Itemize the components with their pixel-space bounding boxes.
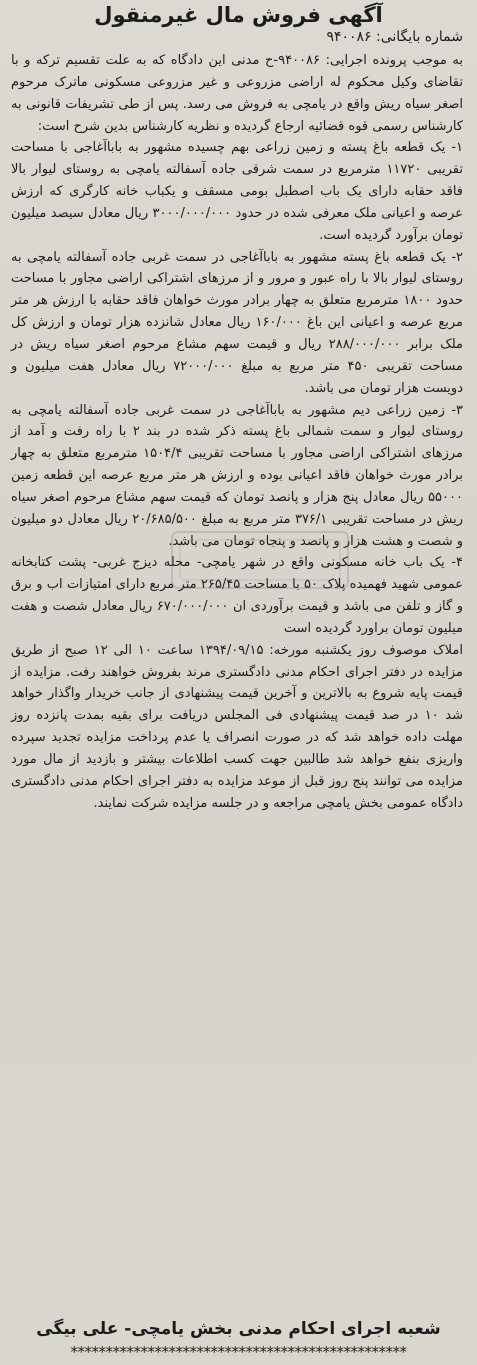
signature-line: شعبه اجرای احکام مدنی بخش یامچی- علی بیگی [36,1319,441,1339]
bottom-star-border: ************************************************ [70,1343,407,1361]
item-2-paragraph: ۲- یک قطعه باغ پسته مشهور به باباآغاجی در سمت غربی جاده آسفالته یامچی به روستای لیوار بالا با راه عبور و مرور و از مرزهای اشتراکی اراضی مجاور با مساحت حدود ۱۸۰۰ مترمربع متعلق به چهار برادر مورث خواهان فاقد حقابه با ارزش هر متر مربع عرصه و اعیانی این باغ ۱۶۰/۰۰۰ ریال معادل شانزده هزار تومان و ارزش کل ملک برابر ۲۸۸/۰۰۰/۰۰۰ ریال و قیمت سهم مشاع مرحوم اصغر سیاه ریش در مساحت تقریبی ۴۵۰ متر مربع به مبلغ ۷۲۰۰۰/۰۰۰ ریال معادل هفت میلیون و دویست هزار تومان می باشد. [11,249,464,396]
item-4-paragraph: ۴- یک باب خانه مسکونی واقع در شهر یامچی- محله دیزج غربی- پشت کتابخانه عمومی شهید فهمیده پلاک ۵۰ با مساحت ۲۶۵/۴۵ متر مربع دارای امتیازات اب و برق و گاز و تلفن می باشد و قیمت برآوردی ان ۶۷۰/۰۰۰/۰۰۰ ریال معادل شصت و هفت میلیون تومان براورد گردیده است [11,555,463,636]
notice-body [11,50,463,815]
intro-paragraph: به موجب پرونده اجرایی: ۹۴۰۰۸۶-ح مدنی این دادگاه که به علت تقسیم ترکه و با تقاضای وکیل محکوم له اراضی مزروعی و غیر مزروعی مسکونی ماترک مرحوم اصغر سیاه ریش واقع در یامچی به فروش می رسد. پس از طی تشریفات قانونی به کارشناس رسمی قوه قضائیه ارجاع گردیده و نظریه کارشناس بدین شرح است: [11,53,463,134]
item-1-paragraph: ۱- یک قطعه باغ پسته و زمین زراعی بهم چسیده مشهور به باباآغاجی با مساحت تقریبی ۱۱۷۲۰ مترمربع در سمت شرقی جاده آسفالته یامچی به روستای لیوار بالا فاقد حقابه دارای یک باب اصطبل بومی مسقف و یکباب خانه کارگری که ارزش عرصه و اعیانی ملک معرفی شده در حدود ۳۰۰۰/۰۰۰/۰۰۰ ریال معادل سیصد میلیون تومان برآورد گردیده است. [11,140,463,243]
archive-number: شماره بایگانی: ۹۴۰۰۸۶ [326,29,463,45]
auction-details-paragraph: املاک موصوف روز یکشنبه مورخه: ۱۳۹۴/۰۹/۱۵ ساعت ۱۰ الی ۱۲ صبح از طریق مزایده در دفتر اجرای احکام مدنی دادگستری مرند بفروش خواهند رفت. مزایده از قیمت پایه شروع به بالاترین و آخرین قیمت پیشنهادی از جانب خریدار واگذار خواهد شد ۱۰ در صد قیمت پیشنهادی فی المجلس دریافت برای بقیه بمدت پانزده روز مهلت داده خواهد شد که در صورت انصراف یا عدم پرداخت مزایده تجدید سپرده واریزی بنفع خواهد شد طالبین جهت کسب اطلاعات بیشتر و بازدید از مال مورد مزایده می توانند پنج روز قبل از موعد مزایده به دفتر اجرای احکام مدنی دادگستری دادگاه عمومی بخش یامچی مراجعه و در جلسه مزایده شرکت نمایند. [11,642,464,811]
notice-title: آگهی فروش مال غیرمنقول [94,3,383,27]
item-3-paragraph: ۳- زمین زراعی دیم مشهور به باباآغاجی در سمت غربی جاده آسفالته یامچی به روستای لیوار و سمت شمالی باغ پسته ذکر شده در بند ۲ با راه رفت و آمد از مرزهای اشتراکی اراضی مجاور با مساحت تقریبی ۱۵۰۴/۴ مترمربع متعلق به چهار برادر مورث خواهان فاقد اعیانی بوده و ارزش هر متر مربع عرصه این قطعه زمین ۵۵۰۰۰ ریال معادل پنج هزار و پانصد تومان که قیمت سهم مشاع مرحوم اصغر سیاه ریش در مساحت تقریبی ۳۷۶/۱ متر مربع به مبلغ ۲۰/۶۸۵/۵۰۰ ریال معادل دو میلیون و شصت و هشت هزار و پانصد و پنجاه تومان می باشد. [11,402,463,549]
